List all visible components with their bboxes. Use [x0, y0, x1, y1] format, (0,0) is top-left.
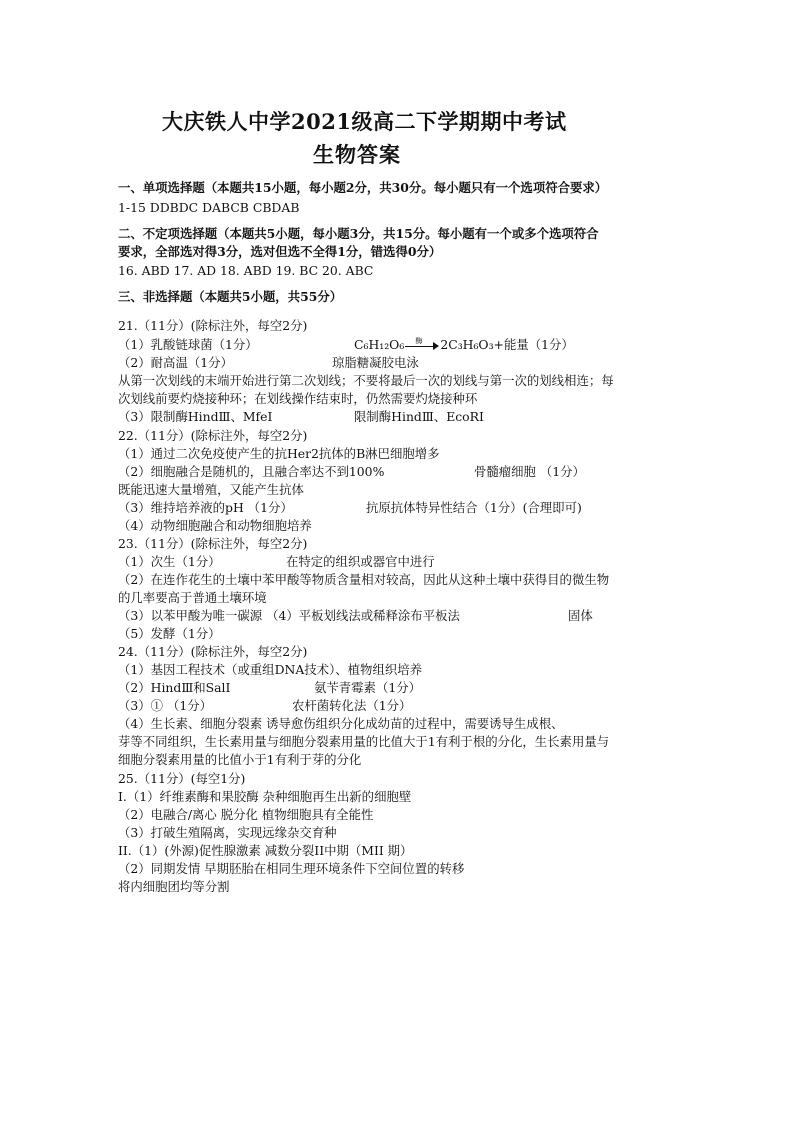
- q22-answer-5: （4）动物细胞融合和动物细胞培养: [118, 518, 312, 533]
- q25-answer-2: （2）电融合/离心 脱分化 植物细胞具有全能性: [118, 807, 374, 822]
- q23-answer-1: （1）次生（1分）: [118, 554, 221, 569]
- q25-answer-6: 将内细胞团均等分割: [118, 879, 230, 894]
- q23-answer-2: （2）在连作花生的土壤中苯甲酸等物质含量相对较高，因此从这种土壤中获得目的微生物: [118, 572, 610, 587]
- q23-header: 23.（11分）(除标注外，每空2分): [118, 536, 308, 551]
- q22-answer-3: 既能迅速大量增殖，又能产生抗体: [118, 482, 304, 497]
- q24-answer-1: （1）基因工程技术（或重组DNA技术）、植物组织培养: [118, 662, 423, 677]
- q21-answer-3: 从第一次划线的末端开始进行第二次划线；不要将最后一次的划线与第一次的划线相连；每: [118, 373, 614, 388]
- q24-answer-4: （4）生长素、细胞分裂素 诱导愈伤组织分化成幼苗的过程中，需要诱导生成根、: [118, 716, 564, 731]
- section-1-heading: 一、单项选择题（本题共15小题，每小题2分，共30分。每小题只有一个选项符合要求）: [118, 180, 608, 195]
- q24-answer-6: 细胞分裂素用量的比值小于1有利于芽的分化: [118, 752, 362, 767]
- q21-enzyme2-answer: 限制酶HindⅢ、EcoRⅠ: [354, 409, 484, 424]
- section-1-answers: 1-15 DDBDC DABCB CBDAB: [118, 200, 300, 215]
- section-2-answers: 16. ABD 17. AD 18. ABD 19. BC 20. ABC: [118, 263, 374, 278]
- q22-answer-1: （1）通过二次免疫使产生的抗Her2抗体的B淋巴细胞增多: [118, 446, 440, 461]
- q24-answer-2: （2）HindⅢ和SalI: [118, 680, 231, 695]
- q25-answer-4: II.（1）(外源)促性腺激素 减数分裂II中期（MII 期）: [118, 843, 413, 858]
- q23-organ-answer: 在特定的组织或器官中进行: [286, 554, 435, 569]
- q24-header: 24.（11分）(除标注外，每空2分): [118, 644, 308, 659]
- q25-answer-5: （2）同期发情 早期胚胎在相同生理环境条件下空间位置的转移: [118, 861, 465, 876]
- page-subtitle: 生物答案: [313, 142, 401, 167]
- q21-answer-5: （3）限制酶HindⅢ、MfeⅠ: [118, 409, 273, 424]
- enzyme-label: 酶: [415, 336, 423, 345]
- q23-answer-5: （5）发酵（1分）: [118, 626, 221, 641]
- section-2-heading: 二、不定项选择题（本题共5小题，每小题3分，共15分。每小题有一个或多个选项符合: [118, 226, 599, 241]
- q25-header: 25.（11分）(每空1分): [118, 771, 246, 786]
- reaction-arrow-icon: [405, 336, 439, 351]
- q22-answer-4: （3）维持培养液的pH （1分）: [118, 500, 293, 515]
- q21-answer-2: （2）耐高温（1分）: [118, 355, 233, 370]
- section-2-heading-cont: 要求，全部选对得3分，选对但选不全得1分，错选得0分）: [118, 244, 442, 259]
- q21-header: 21.（11分）(除标注外，每空2分): [118, 318, 308, 333]
- q21-answer-4: 次划线前要灼烧接种环；在划线操作结束时，仍然需要灼烧接种环: [118, 391, 478, 406]
- q22-header: 22.（11分）(除标注外，每空2分): [118, 428, 308, 443]
- page-title: 大庆铁人中学2021级高二下学期期中考试: [162, 109, 567, 134]
- q25-answer-3: （3）打破生殖隔离，实现远缘杂交育种: [118, 825, 337, 840]
- q23-answer-4: （3）以苯甲酸为唯一碳源 （4）平板划线法或稀释涂布平板法: [118, 608, 460, 623]
- q22-myeloma-answer: 骨髓瘤细胞 （1分）: [474, 464, 585, 479]
- q23-answer-3: 的几率要高于普通土壤环境: [118, 590, 267, 605]
- q24-agro-answer: 农杆菌转化法（1分）: [292, 698, 412, 713]
- q25-answer-1: I.（1）纤维素酶和果胶酶 杂种细胞再生出新的细胞壁: [118, 789, 412, 804]
- q22-antibody-answer: 抗原抗体特异性结合（1分）(合理即可): [366, 500, 582, 515]
- q22-answer-2: （2）细胞融合是随机的，且融合率达不到100%: [118, 464, 385, 479]
- section-3-heading: 三、非选择题（本题共5小题，共55分）: [118, 289, 343, 304]
- q24-answer-3: （3）① （1分）: [118, 698, 213, 713]
- equation-product: 2C₃H₆O₃+能量（1分）: [440, 337, 574, 352]
- q24-answer-5: 芽等不同组织，生长素用量与细胞分裂素用量的比值大于1有利于根的分化，生长素用量与: [118, 734, 610, 749]
- q24-amp-answer: 氨苄青霉素（1分）: [314, 680, 422, 695]
- equation-reactant: C₆H₁₂O₆: [354, 337, 405, 352]
- q21-agar-answer: 琼脂糖凝胶电泳: [332, 355, 419, 370]
- chemical-equation: [354, 337, 574, 353]
- q23-solid-answer: 固体: [568, 608, 593, 623]
- q21-answer-1: （1）乳酸链球菌（1分）: [118, 337, 258, 352]
